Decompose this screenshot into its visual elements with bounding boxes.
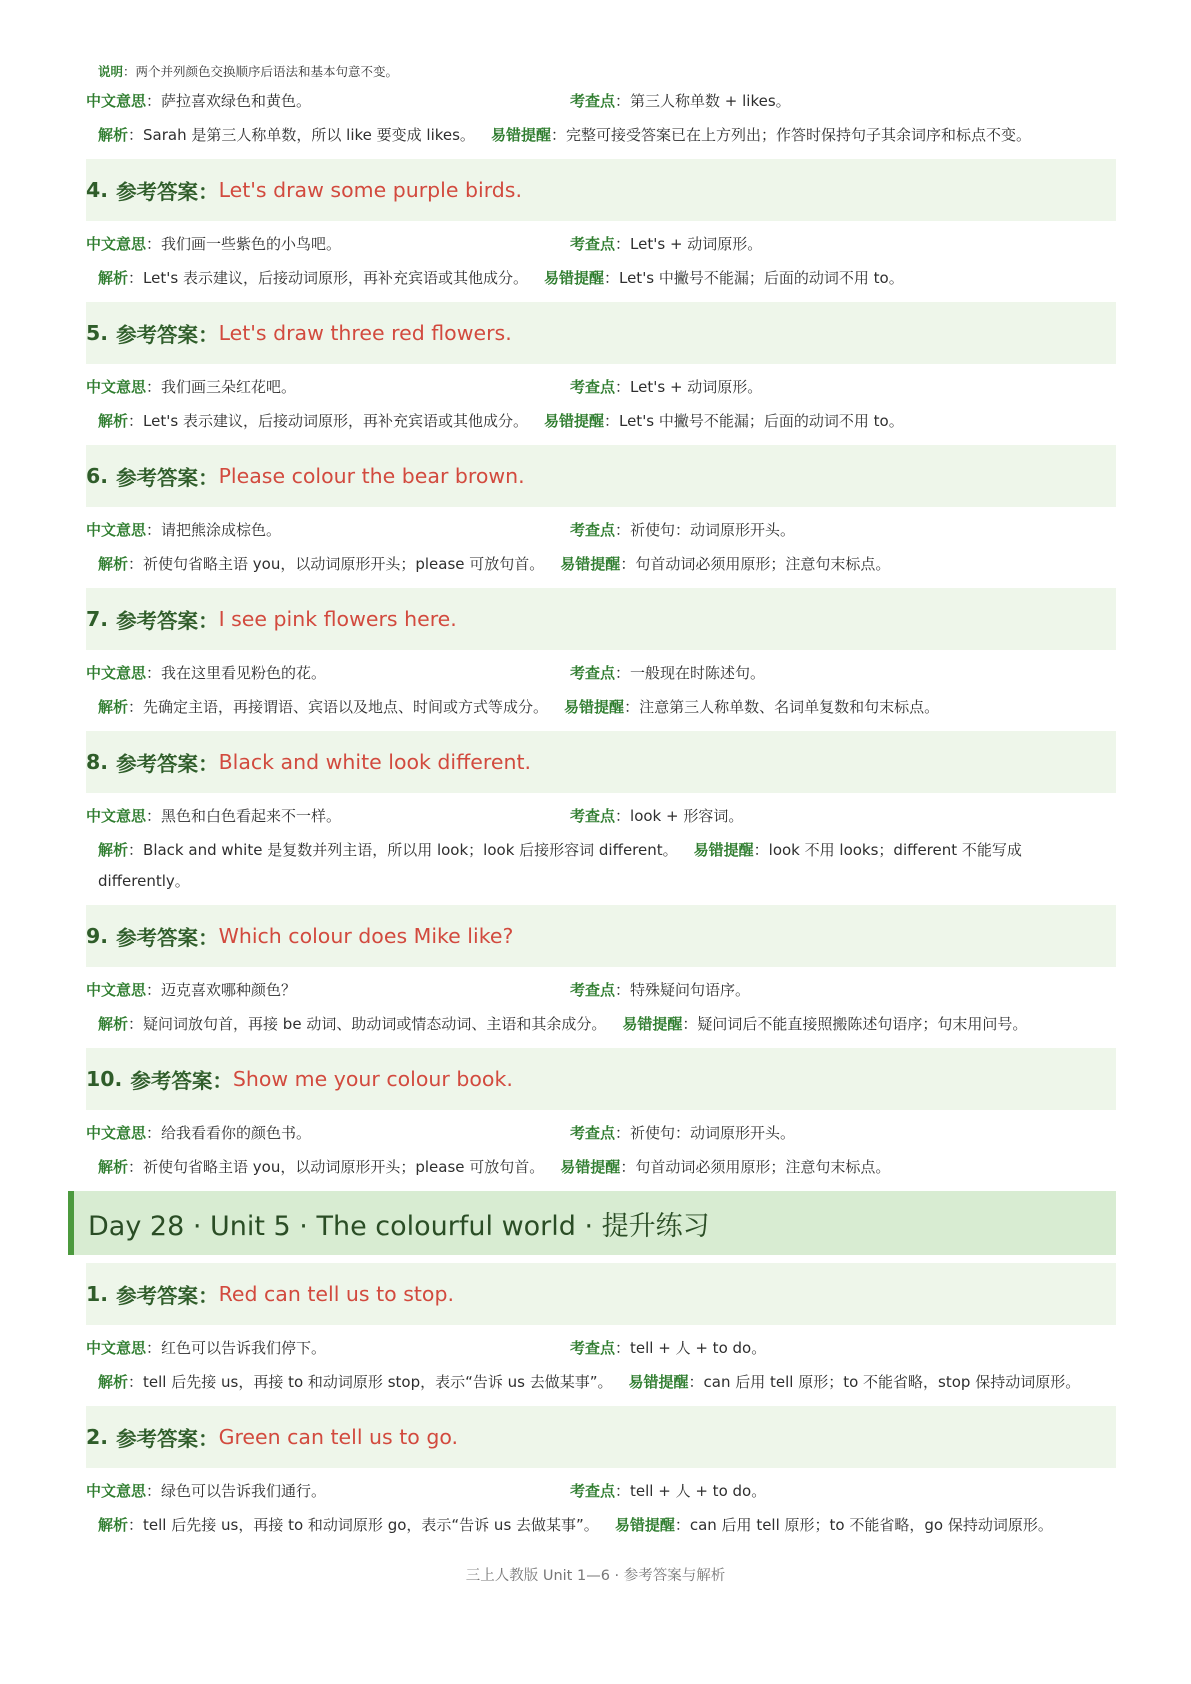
answer-heading <box>86 1406 1116 1468</box>
point-text: 一般现在时陈述句。 <box>630 664 766 682</box>
answer-item <box>86 1263 1116 1398</box>
meaning-point-row <box>86 1480 1116 1502</box>
meaning-text: 红色可以告诉我们停下。 <box>161 1339 327 1357</box>
colon: ： <box>198 466 219 490</box>
warning-label: 易错提醒 <box>564 698 625 716</box>
reference-answer-label: 参考答案 <box>116 752 199 776</box>
point-text: tell + 人 + to do。 <box>630 1339 767 1357</box>
warning-label: 易错提醒 <box>614 1516 675 1534</box>
answer-heading <box>86 905 1116 967</box>
answer-text: Let's draw some purple birds. <box>218 178 522 202</box>
warning-label: 易错提醒 <box>490 126 551 144</box>
warning-text: 疑问词后不能直接照搬陈述句语序；句末用问号。 <box>697 1015 1028 1033</box>
point-text: tell + 人 + to do。 <box>630 1482 767 1500</box>
colon: ： <box>198 323 219 347</box>
meaning-point-row <box>86 376 1116 398</box>
analysis-row <box>98 1152 1116 1183</box>
analysis-text: Let's 表示建议，后接动词原形，再补充宾语或其他成分。 <box>143 269 528 287</box>
answer-text: Show me your colour book. <box>232 1067 513 1091</box>
note-text: ：两个并列颜色交换顺序后语法和基本句意不变。 <box>123 64 399 79</box>
warning-label: 易错提醒 <box>543 269 604 287</box>
analysis-label: 解析 <box>98 412 129 430</box>
item-number: 10. <box>86 1067 123 1091</box>
meaning-text: 我在这里看见粉色的花。 <box>161 664 327 682</box>
answer-heading <box>86 1263 1116 1325</box>
answer-heading <box>86 445 1116 507</box>
meaning-label: 中文意思 <box>86 378 147 396</box>
item-number: 2. <box>86 1425 109 1449</box>
answer-page <box>86 62 1116 1547</box>
reference-answer-label: 参考答案 <box>116 323 199 347</box>
analysis-label: 解析 <box>98 698 129 716</box>
meaning-point-row <box>86 1122 1116 1144</box>
analysis-row <box>98 1009 1116 1040</box>
analysis-row <box>98 120 1116 151</box>
meaning-point-row <box>86 662 1116 684</box>
meaning-text: 迈克喜欢哪种颜色？ <box>161 981 297 999</box>
colon: ： <box>615 1482 631 1500</box>
colon: ： <box>198 180 219 204</box>
analysis-label: 解析 <box>98 1015 129 1033</box>
colon: ： <box>146 521 162 539</box>
point-label: 考查点 <box>570 378 616 396</box>
point-text: 祈使句：动词原形开头。 <box>630 521 796 539</box>
analysis-text: Black and white 是复数并列主语，所以用 look；look 后接形容词 different。 <box>143 841 678 859</box>
warning-label: 易错提醒 <box>622 1015 683 1033</box>
analysis-label: 解析 <box>98 126 129 144</box>
answer-item <box>86 588 1116 723</box>
colon: ： <box>212 1069 233 1093</box>
answer-heading <box>86 302 1116 364</box>
colon: ： <box>146 1124 162 1142</box>
note-label: 说明 <box>98 64 124 79</box>
analysis-label: 解析 <box>98 1516 129 1534</box>
reference-answer-label: 参考答案 <box>116 180 199 204</box>
point-label: 考查点 <box>570 664 616 682</box>
colon: ： <box>753 841 769 859</box>
meaning-text: 我们画三朵红花吧。 <box>161 378 297 396</box>
analysis-text: 先确定主语，再接谓语、宾语以及地点、时间或方式等成分。 <box>143 698 549 716</box>
point-label: 考查点 <box>570 1482 616 1500</box>
answer-text: Please colour the bear brown. <box>218 464 525 488</box>
item-number: 6. <box>86 464 109 488</box>
warning-text: Let's 中撇号不能漏；后面的动词不用 to。 <box>618 269 904 287</box>
colon: ： <box>128 412 144 430</box>
answer-text: Green can tell us to go. <box>218 1425 459 1449</box>
colon: ： <box>198 926 219 950</box>
point-text: look + 形容词。 <box>630 807 744 825</box>
answer-list-2 <box>86 1263 1116 1541</box>
analysis-text: Let's 表示建议，后接动词原形，再补充宾语或其他成分。 <box>143 412 528 430</box>
analysis-label: 解析 <box>98 555 129 573</box>
warning-text: can 后用 tell 原形；to 不能省略，go 保持动词原形。 <box>689 1516 1053 1534</box>
analysis-row <box>98 263 1116 294</box>
section-title: Day 28 · Unit 5 · The colourful world · 提升练习 <box>68 1191 1116 1255</box>
answer-text: Black and white look different. <box>218 750 531 774</box>
reference-answer-label: 参考答案 <box>116 1427 199 1451</box>
point-label: 考查点 <box>570 981 616 999</box>
colon: ： <box>615 521 631 539</box>
item-number: 5. <box>86 321 109 345</box>
analysis-row <box>98 1367 1116 1398</box>
answer-text: Let's draw three red flowers. <box>218 321 512 345</box>
warning-text: look 不用 looks；different 不能写成 differently。 <box>98 841 1022 890</box>
warning-text: 注意第三人称单数、名词单复数和句末标点。 <box>639 698 940 716</box>
reference-answer-label: 参考答案 <box>116 609 199 633</box>
warning-label: 易错提醒 <box>693 841 754 859</box>
item-number: 4. <box>86 178 109 202</box>
meaning-text: 黑色和白色看起来不一样。 <box>161 807 342 825</box>
reference-answer-label: 参考答案 <box>130 1069 213 1093</box>
answer-text: Which colour does Mike like? <box>218 924 514 948</box>
analysis-label: 解析 <box>98 269 129 287</box>
warning-text: 完整可接受答案已在上方列出；作答时保持句子其余词序和标点不变。 <box>565 126 1031 144</box>
meaning-point-row <box>86 805 1116 827</box>
warning-label: 易错提醒 <box>560 1158 621 1176</box>
answer-item <box>86 445 1116 580</box>
meaning-point-row <box>86 90 1116 112</box>
point-label: 考查点 <box>570 92 616 110</box>
analysis-text: 祈使句省略主语 you，以动词原形开头；please 可放句首。 <box>143 1158 545 1176</box>
meaning-text: 请把熊涂成棕色。 <box>161 521 282 539</box>
item-number: 7. <box>86 607 109 631</box>
analysis-text: Sarah 是第三人称单数，所以 like 要变成 likes。 <box>143 126 475 144</box>
answer-text: I see pink flowers here. <box>218 607 457 631</box>
analysis-text: 疑问词放句首，再接 be 动词、助动词或情态动词、主语和其余成分。 <box>143 1015 607 1033</box>
warning-text: Let's 中撇号不能漏；后面的动词不用 to。 <box>618 412 904 430</box>
answer-item <box>86 731 1116 897</box>
colon: ： <box>615 1339 631 1357</box>
colon: ： <box>128 1516 144 1534</box>
colon: ： <box>146 807 162 825</box>
point-text: Let's + 动词原形。 <box>630 235 763 253</box>
meaning-label: 中文意思 <box>86 235 147 253</box>
meaning-point-row <box>86 519 1116 541</box>
answer-heading <box>86 588 1116 650</box>
colon: ： <box>674 1516 690 1534</box>
analysis-label: 解析 <box>98 1373 129 1391</box>
analysis-label: 解析 <box>98 841 129 859</box>
answer-item <box>86 159 1116 294</box>
meaning-label: 中文意思 <box>86 1482 147 1500</box>
colon: ： <box>146 1339 162 1357</box>
warning-text: 句首动词必须用原形；注意句末标点。 <box>635 555 891 573</box>
colon: ： <box>620 1158 636 1176</box>
colon: ： <box>550 126 566 144</box>
warning-label: 易错提醒 <box>543 412 604 430</box>
page-footer: 三上人教版 Unit 1—6 · 参考答案与解析 <box>465 1568 726 1584</box>
analysis-text: tell 后先接 us，再接 to 和动词原形 go，表示“告诉 us 去做某事”。 <box>143 1516 599 1534</box>
meaning-text: 我们画一些紫色的小鸟吧。 <box>161 235 342 253</box>
analysis-row <box>98 406 1116 437</box>
meaning-text: 萨拉喜欢绿色和黄色。 <box>161 92 312 110</box>
meaning-label: 中文意思 <box>86 521 147 539</box>
colon: ： <box>146 235 162 253</box>
point-label: 考查点 <box>570 235 616 253</box>
meaning-label: 中文意思 <box>86 807 147 825</box>
colon: ： <box>128 841 144 859</box>
meaning-point-row <box>86 233 1116 255</box>
point-text: 第三人称单数 + likes。 <box>630 92 791 110</box>
colon: ： <box>146 92 162 110</box>
colon: ： <box>624 698 640 716</box>
answer-list <box>86 159 1116 1183</box>
colon: ： <box>128 698 144 716</box>
colon: ： <box>198 752 219 776</box>
colon: ： <box>128 126 144 144</box>
item-number: 9. <box>86 924 109 948</box>
answer-item <box>86 905 1116 1040</box>
meaning-label: 中文意思 <box>86 1124 147 1142</box>
meaning-label: 中文意思 <box>86 1339 147 1357</box>
meaning-label: 中文意思 <box>86 92 147 110</box>
point-text: Let's + 动词原形。 <box>630 378 763 396</box>
analysis-label: 解析 <box>98 1158 129 1176</box>
colon: ： <box>615 92 631 110</box>
answer-heading <box>86 1048 1116 1110</box>
meaning-label: 中文意思 <box>86 664 147 682</box>
answer-text: Red can tell us to stop. <box>218 1282 455 1306</box>
item-number: 8. <box>86 750 109 774</box>
colon: ： <box>688 1373 704 1391</box>
analysis-row <box>98 692 1116 723</box>
point-text: 特殊疑问句语序。 <box>630 981 751 999</box>
analysis-row <box>98 1510 1116 1541</box>
colon: ： <box>615 807 631 825</box>
warning-text: can 后用 tell 原形；to 不能省略，stop 保持动词原形。 <box>703 1373 1081 1391</box>
colon: ： <box>128 1015 144 1033</box>
colon: ： <box>615 235 631 253</box>
colon: ： <box>615 981 631 999</box>
point-label: 考查点 <box>570 1124 616 1142</box>
colon: ： <box>198 1427 219 1451</box>
colon: ： <box>603 269 619 287</box>
colon: ： <box>198 609 219 633</box>
answer-item <box>86 1406 1116 1541</box>
reference-answer-label: 参考答案 <box>116 1284 199 1308</box>
colon: ： <box>620 555 636 573</box>
point-label: 考查点 <box>570 521 616 539</box>
colon: ： <box>146 664 162 682</box>
answer-item <box>86 1048 1116 1183</box>
colon: ： <box>615 378 631 396</box>
note-line <box>98 62 1116 80</box>
reference-answer-label: 参考答案 <box>116 926 199 950</box>
meaning-text: 给我看看你的颜色书。 <box>161 1124 312 1142</box>
meaning-point-row <box>86 979 1116 1001</box>
item-number: 1. <box>86 1282 109 1306</box>
colon: ： <box>128 269 144 287</box>
colon: ： <box>128 1158 144 1176</box>
answer-item <box>86 302 1116 437</box>
analysis-row <box>98 835 1116 897</box>
meaning-point-row <box>86 1337 1116 1359</box>
colon: ： <box>615 1124 631 1142</box>
reference-answer-label: 参考答案 <box>116 466 199 490</box>
colon: ： <box>615 664 631 682</box>
colon: ： <box>603 412 619 430</box>
warning-label: 易错提醒 <box>560 555 621 573</box>
colon: ： <box>198 1284 219 1308</box>
colon: ： <box>682 1015 698 1033</box>
colon: ： <box>146 378 162 396</box>
analysis-text: tell 后先接 us，再接 to 和动词原形 stop，表示“告诉 us 去做某事”。 <box>143 1373 613 1391</box>
answer-heading <box>86 731 1116 793</box>
point-label: 考查点 <box>570 807 616 825</box>
answer-heading <box>86 159 1116 221</box>
colon: ： <box>128 1373 144 1391</box>
point-text: 祈使句：动词原形开头。 <box>630 1124 796 1142</box>
analysis-row <box>98 549 1116 580</box>
colon: ： <box>128 555 144 573</box>
warning-text: 句首动词必须用原形；注意句末标点。 <box>635 1158 891 1176</box>
warning-label: 易错提醒 <box>628 1373 689 1391</box>
meaning-label: 中文意思 <box>86 981 147 999</box>
colon: ： <box>146 1482 162 1500</box>
meaning-text: 绿色可以告诉我们通行。 <box>161 1482 327 1500</box>
point-label: 考查点 <box>570 1339 616 1357</box>
analysis-text: 祈使句省略主语 you，以动词原形开头；please 可放句首。 <box>143 555 545 573</box>
colon: ： <box>146 981 162 999</box>
